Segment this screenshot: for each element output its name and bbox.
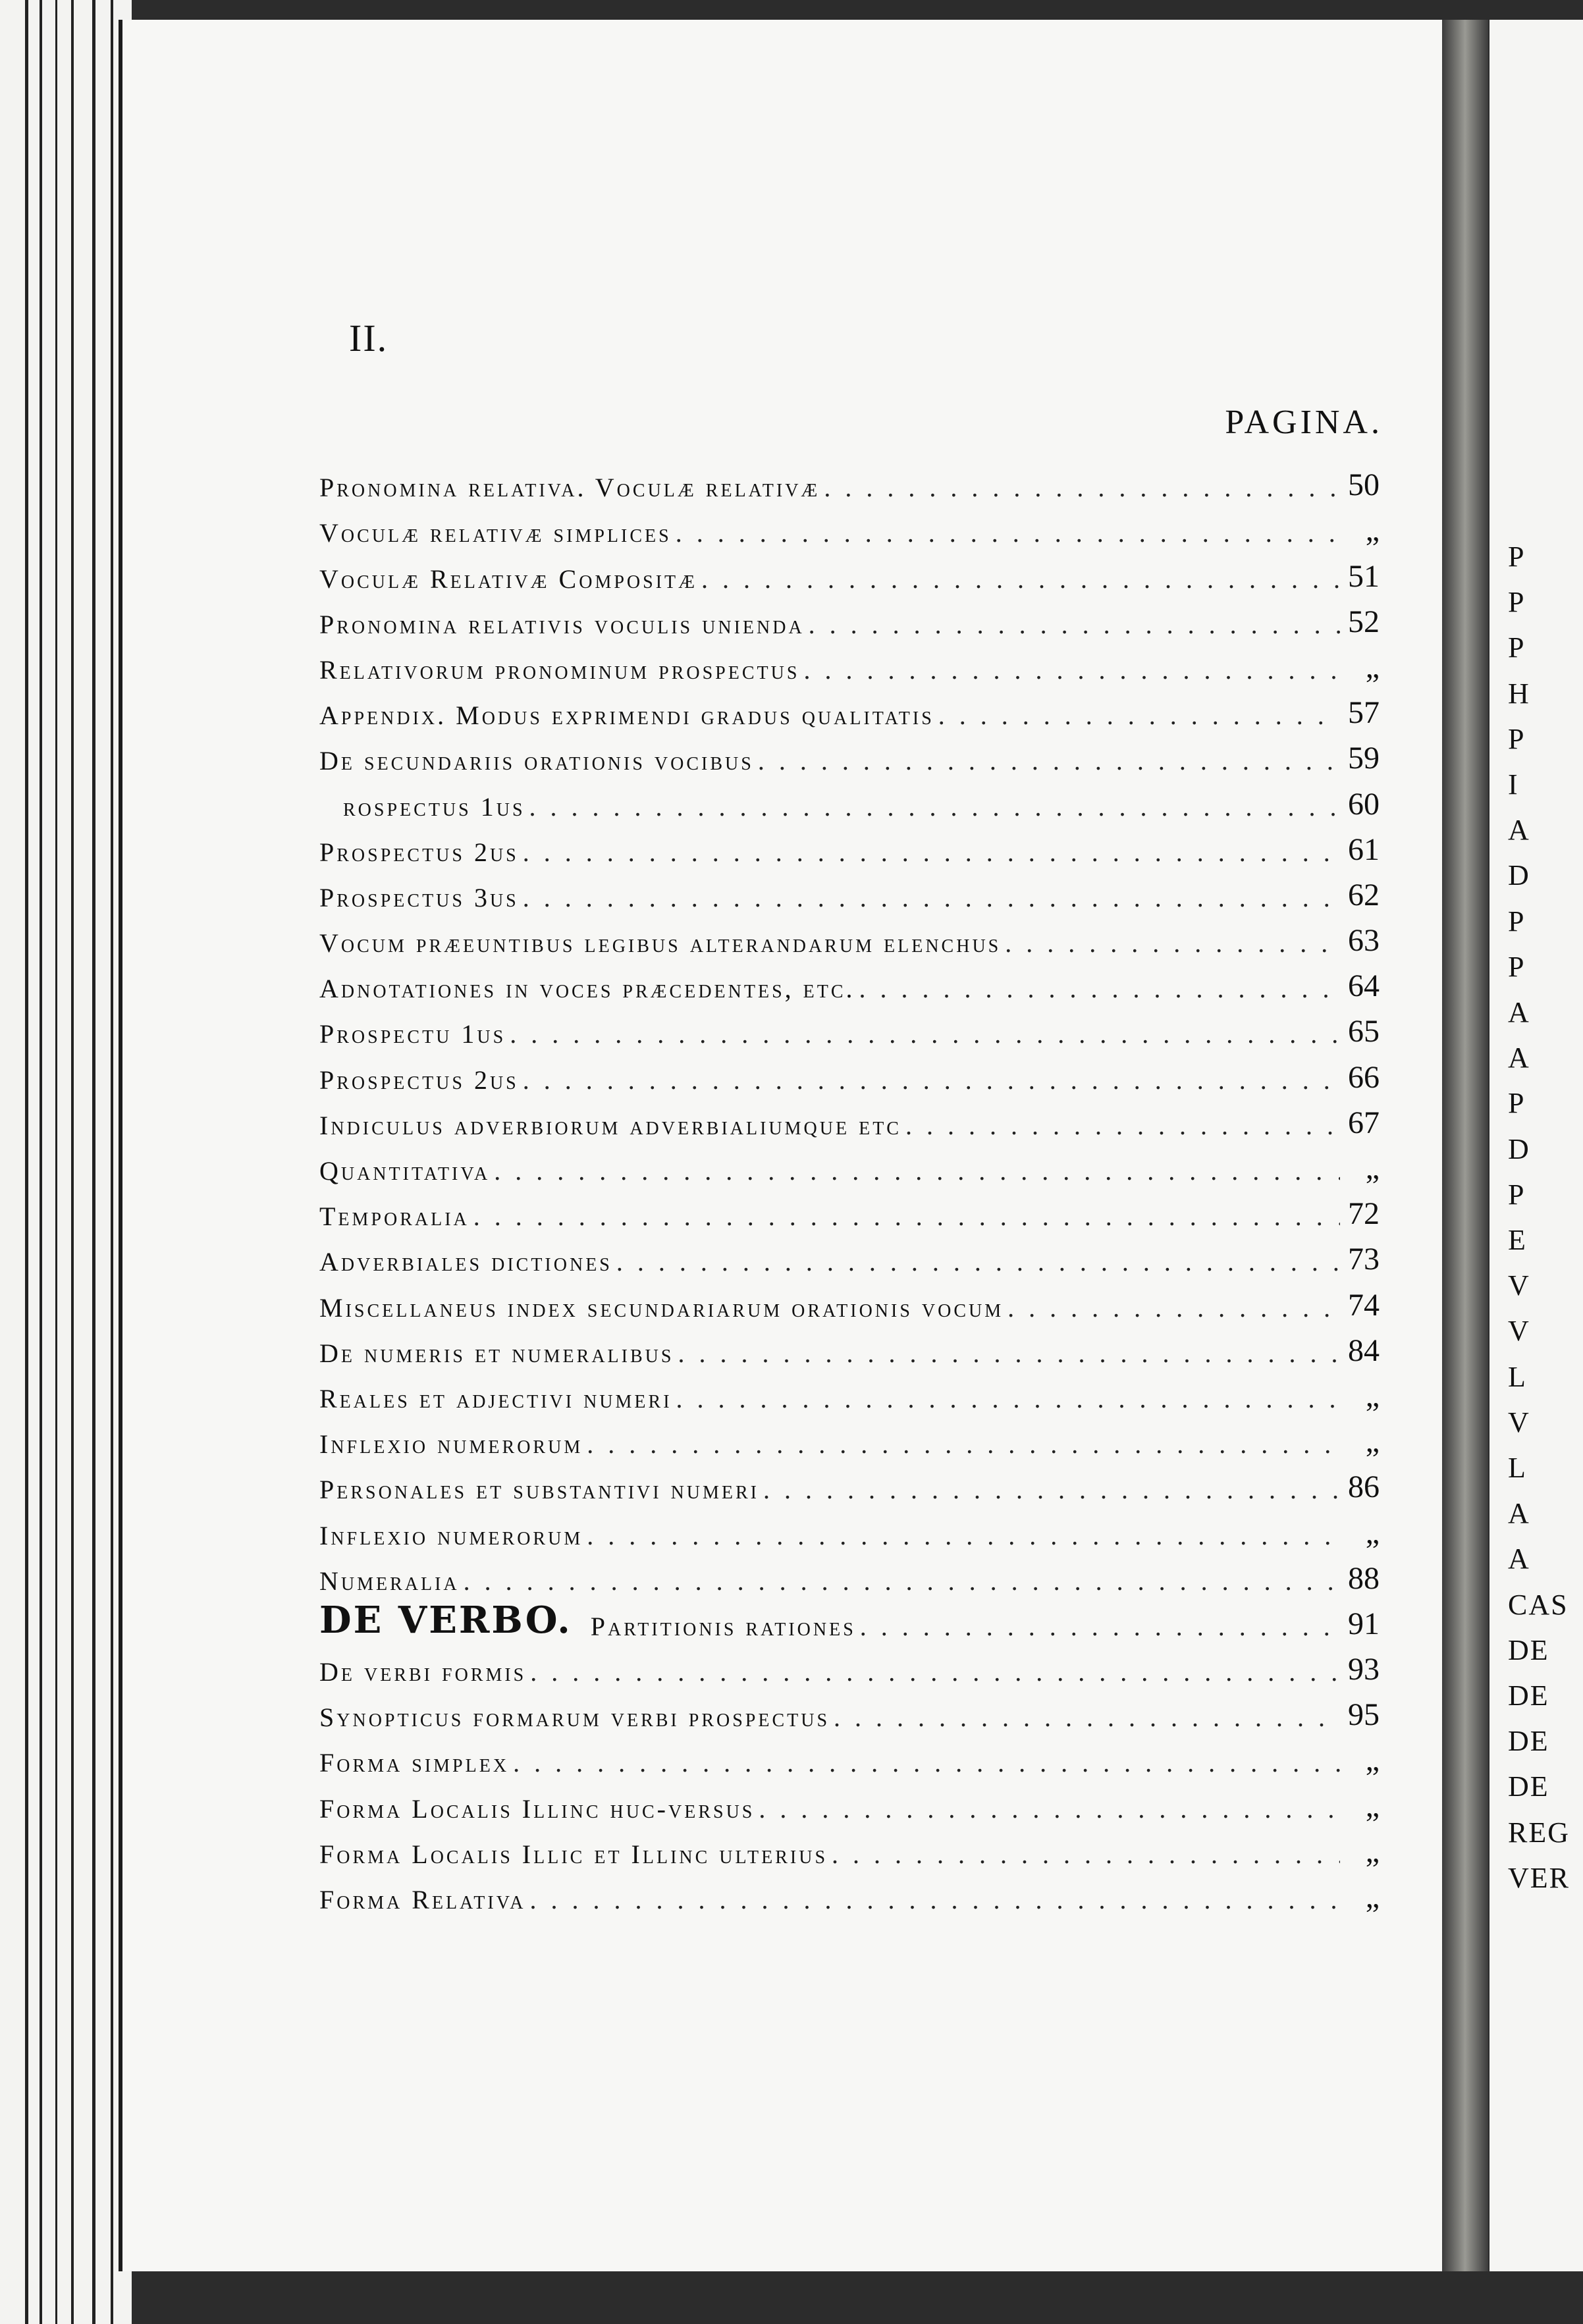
facing-page-fragment: I (1508, 768, 1519, 801)
toc-entry-label: Vocum præeuntibus legibus alterandarum elenchus (319, 928, 1002, 959)
facing-page-fragment: P (1508, 586, 1526, 619)
facing-page-fragment: V (1508, 1315, 1530, 1348)
toc-entry-page: 59 (1348, 741, 1380, 776)
toc-entry (319, 1460, 1380, 1505)
toc-entry-label: Adnotationes in voces præcedentes, etc. (319, 974, 855, 1004)
dot-leader (672, 517, 1340, 548)
dot-leader (755, 1793, 1340, 1824)
dot-leader (855, 973, 1340, 1004)
toc-entry-page: 52 (1348, 604, 1380, 639)
dot-leader (674, 1338, 1340, 1369)
column-heading: PAGINA. (1225, 404, 1383, 441)
facing-page-fragment: D (1508, 859, 1530, 892)
toc-entry (319, 548, 1380, 594)
dot-leader (934, 700, 1340, 731)
toc-entry-label: Temporalia (319, 1202, 470, 1232)
toc-entry (319, 640, 1380, 685)
toc-entry (319, 731, 1380, 776)
toc-entry-page: 93 (1348, 1652, 1380, 1687)
toc-entry (319, 1505, 1380, 1550)
facing-page-fragment: VER (1508, 1861, 1570, 1894)
facing-page-fragment: REG (1508, 1816, 1570, 1849)
dot-leader (519, 837, 1340, 868)
toc-entry (319, 1642, 1380, 1687)
facing-page-fragment: DE (1508, 1679, 1549, 1712)
toc-entry (319, 1049, 1380, 1095)
facing-page (1489, 20, 1583, 2271)
dot-leader (525, 791, 1340, 822)
dot-leader (526, 1656, 1340, 1687)
dot-leader (1004, 1292, 1340, 1323)
toc-entry (319, 1414, 1380, 1460)
facing-page-fragment: E (1508, 1224, 1527, 1256)
toc-entry (319, 685, 1380, 731)
facing-page-fragment: A (1508, 1497, 1530, 1530)
dot-leader (820, 472, 1340, 503)
facing-page-fragment: A (1508, 996, 1530, 1028)
toc-entry-page: 61 (1348, 832, 1380, 867)
toc-entry-page: „ (1365, 1424, 1380, 1460)
toc-entry-label: Forma Localis Illinc huc-versus (319, 1793, 755, 1824)
facing-page-fragment: L (1508, 1360, 1527, 1393)
toc-entry-page: 63 (1348, 923, 1380, 959)
toc-entry (319, 1551, 1380, 1597)
toc-entry (319, 503, 1380, 548)
toc-entry (319, 1277, 1380, 1323)
toc-entry-page: „ (1365, 649, 1380, 685)
facing-page-fragment: V (1508, 1269, 1530, 1302)
toc-entry-label: Miscellaneus index secundariarum orationis vocum (319, 1292, 1004, 1323)
toc-entry-label: Relativorum pronominum prospectus (319, 654, 800, 685)
toc-entry-label: Numeralia (319, 1566, 460, 1596)
toc-entry (319, 1824, 1380, 1870)
toc-entry-label: Prospectus 2us (319, 837, 519, 867)
toc-entry (319, 1687, 1380, 1733)
toc-entry-page: 95 (1348, 1697, 1380, 1733)
toc-entry-page: „ (1365, 1515, 1380, 1550)
toc-entry-page: 86 (1348, 1469, 1380, 1505)
toc-entry-page: „ (1365, 1834, 1380, 1869)
toc-section-heading: DE VERBO. (319, 1598, 572, 1642)
toc-entry (319, 1870, 1380, 1915)
dot-leader (672, 1383, 1340, 1414)
dot-leader (805, 609, 1340, 640)
toc-entry-label: Forma simplex (319, 1748, 510, 1778)
dot-leader (1001, 928, 1340, 959)
toc-entry (319, 959, 1380, 1004)
toc-entry-page: „ (1365, 1151, 1380, 1186)
facing-page-fragment: H (1508, 677, 1530, 710)
dot-leader (470, 1201, 1340, 1232)
facing-page-fragment: CAS (1508, 1588, 1569, 1621)
toc-entry-label: Inflexio numerorum (319, 1429, 583, 1460)
facing-page-fragment: DE (1508, 1770, 1549, 1803)
toc-entry-label: Personales et substantivi numeri (319, 1475, 760, 1505)
dot-leader (583, 1429, 1340, 1460)
toc-entry (319, 822, 1380, 868)
toc-entry-label: Prospectus 2us (319, 1065, 519, 1095)
facing-page-fragment: P (1508, 905, 1526, 938)
dot-leader (526, 1884, 1340, 1915)
facing-page-fragment: A (1508, 1042, 1530, 1074)
dot-leader (799, 654, 1340, 685)
toc-entry-page: 67 (1348, 1105, 1380, 1140)
dot-leader (519, 1065, 1340, 1096)
facing-page-fragment: L (1508, 1452, 1527, 1484)
toc-entry-page: 91 (1348, 1606, 1380, 1641)
toc-entry (319, 1778, 1380, 1824)
toc-entry-label: Voculæ relativæ simplices (319, 518, 672, 548)
toc-entry-page: „ (1365, 1788, 1380, 1824)
toc-entry (319, 458, 1380, 503)
toc-entry-label: Forma Relativa (319, 1885, 526, 1915)
toc-entry-page: „ (1365, 1880, 1380, 1915)
toc-entry-label: Prospectu 1us (319, 1019, 506, 1049)
dot-leader (490, 1155, 1340, 1186)
facing-page-fragment: DE (1508, 1633, 1549, 1666)
toc-entry-label: Voculæ Relativæ Compositæ (319, 564, 698, 594)
toc-entry-label: Synopticus formarum verbi prospectus (319, 1703, 830, 1733)
facing-page-fragment: A (1508, 1543, 1530, 1575)
toc-entry-page: „ (1365, 513, 1380, 548)
toc-entry-page: 57 (1348, 695, 1380, 731)
toc-entry (319, 1232, 1380, 1277)
toc-entry-page: 60 (1348, 786, 1380, 822)
dot-leader (697, 564, 1340, 594)
toc-entry-page: „ (1365, 1378, 1380, 1413)
toc-entry-label: Inflexio numerorum (319, 1520, 583, 1550)
dot-leader (754, 745, 1340, 776)
toc-entry (319, 1186, 1380, 1232)
toc-entry (319, 868, 1380, 913)
dot-leader (901, 1110, 1340, 1141)
facing-page-fragment: P (1508, 631, 1526, 664)
page-gutter (1442, 20, 1488, 2271)
toc-entry (319, 1369, 1380, 1414)
facing-page-fragment: V (1508, 1406, 1530, 1439)
facing-page-fragment: D (1508, 1132, 1530, 1165)
toc-entry-label: Appendix. Modus exprimendi gradus qualitatis (319, 700, 934, 731)
dot-leader (612, 1246, 1340, 1277)
page-number: II. (349, 317, 389, 359)
toc-entry-label: rospectus 1us (343, 791, 525, 822)
toc-entry-page: 51 (1348, 558, 1380, 594)
facing-page-fragment: P (1508, 1178, 1526, 1211)
toc-entry (319, 776, 1380, 822)
toc-entry-label: Partitionis rationes (590, 1611, 856, 1641)
toc-entry-label: De secundariis orationis vocibus (319, 746, 754, 776)
dot-leader (856, 1611, 1340, 1642)
toc-entry-page: 73 (1348, 1242, 1380, 1277)
facing-page-fragment: DE (1508, 1725, 1549, 1758)
toc-entry-label: De numeris et numeralibus (319, 1338, 674, 1368)
dot-leader (828, 1839, 1340, 1870)
toc-entry-page: 50 (1348, 467, 1380, 503)
dot-leader (460, 1566, 1340, 1597)
toc-entry-label: Quantitativa (319, 1156, 491, 1186)
toc-entry-label: Pronomina relativis voculis unienda (319, 609, 805, 639)
toc-entry-page: 84 (1348, 1333, 1380, 1368)
toc-entry (319, 1004, 1380, 1049)
toc-entry-label: Forma Localis Illic et Illinc ulterius (319, 1839, 828, 1869)
toc-entry (319, 1733, 1380, 1778)
facing-page-fragment: P (1508, 1087, 1526, 1120)
toc-entry-label: De verbi formis (319, 1657, 527, 1687)
toc-entry-page: 72 (1348, 1196, 1380, 1232)
toc-entry (319, 913, 1380, 959)
dot-leader (759, 1474, 1340, 1505)
toc-entry (319, 1323, 1380, 1369)
toc-entry-label: Adverbiales dictiones (319, 1247, 612, 1277)
facing-page-fragment: P (1508, 541, 1526, 573)
facing-page-fragment: P (1508, 722, 1526, 755)
toc-entry-page: 74 (1348, 1287, 1380, 1323)
dot-leader (519, 882, 1340, 913)
toc-entry-label: Indiculus adverbiorum adverbialiumque etc (319, 1110, 901, 1140)
table-of-contents (319, 458, 1380, 1915)
toc-entry-label: Reales et adjectivi numeri (319, 1383, 672, 1413)
dot-leader (830, 1702, 1340, 1733)
toc-entry-page: 88 (1348, 1560, 1380, 1596)
toc-entry-label: Prospectus 3us (319, 882, 519, 912)
dot-leader (506, 1018, 1340, 1049)
toc-entry (319, 1597, 1380, 1642)
toc-entry-page: 66 (1348, 1059, 1380, 1095)
dot-leader (509, 1747, 1340, 1778)
toc-entry (319, 1141, 1380, 1186)
facing-page-fragment: P (1508, 950, 1526, 983)
toc-entry-page: „ (1365, 1743, 1380, 1778)
toc-entry (319, 1096, 1380, 1141)
facing-page-fragment: A (1508, 814, 1530, 847)
book-binding (0, 0, 132, 2324)
toc-entry (319, 594, 1380, 640)
toc-entry-page: 65 (1348, 1014, 1380, 1049)
toc-entry-label: Pronomina relativa. Voculæ relativæ (319, 473, 820, 503)
toc-entry-page: 62 (1348, 877, 1380, 912)
dot-leader (583, 1520, 1340, 1551)
toc-entry-page: 64 (1348, 968, 1380, 1004)
